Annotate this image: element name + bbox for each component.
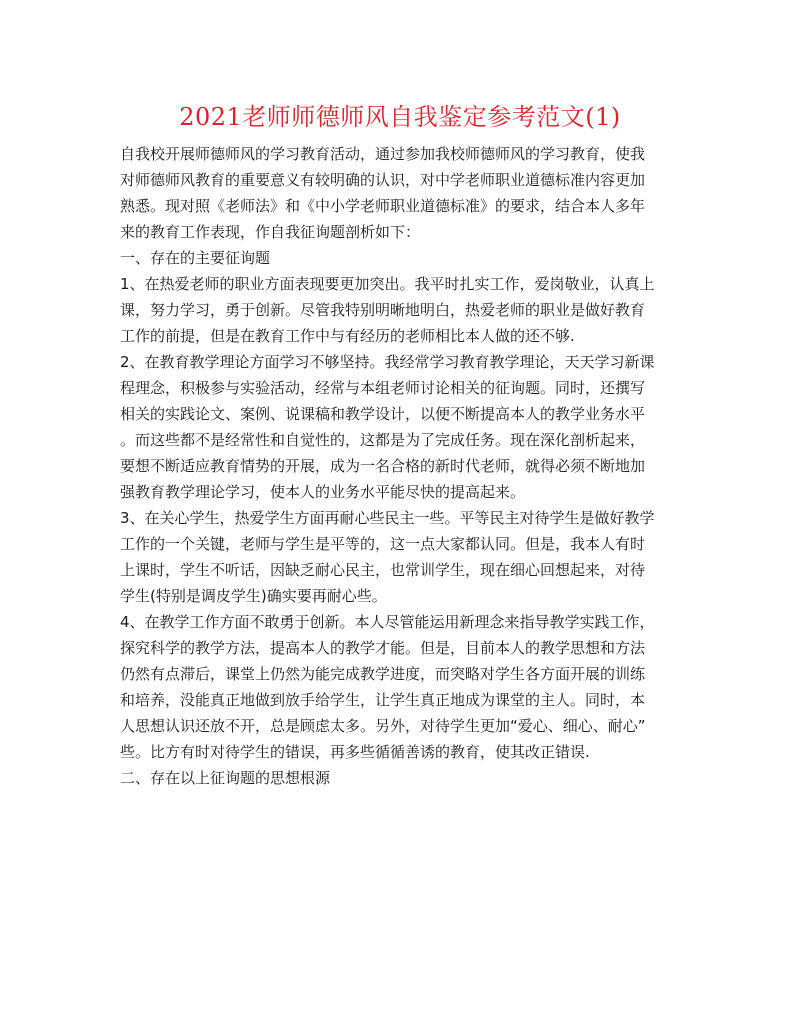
paragraph-line: 工作的一个关键，老师与学生是平等的，这一点大家都认同。但是，我本人有时	[120, 535, 646, 553]
paragraph-line: 自我校开展师德师风的学习教育活动，通过参加我校师德师风的学习教育，使我	[120, 145, 646, 163]
paragraph-line: 程理念，积极参与实验活动，经常与本组老师讨论相关的征询题。同时，还撰写	[120, 379, 646, 397]
document-title: 2021老师师德师风自我鉴定参考范文(1)	[179, 103, 621, 131]
paragraph-line: 4、在教学工作方面不敢勇于创新。本人尽管能运用新理念来指导教学实践工作，	[120, 613, 655, 631]
paragraph-line: 和培养，没能真正地做到放手给学生，让学生真正地成为课堂的主人。同时，本	[120, 691, 646, 709]
paragraph-line: 。而这些都不是经常性和自觉性的，这都是为了完成任务。现在深化剖析起来，	[120, 431, 646, 449]
section-heading: 二、存在以上征询题的思想根源	[120, 769, 331, 787]
paragraph-line: 3、在关心学生，热爱学生方面再耐心些民主一些。平等民主对待学生是做好教学	[120, 509, 655, 527]
paragraph-line: 学生(特别是调皮学生)确实要再耐心些。	[120, 587, 387, 605]
paragraph-line: 对师德师风教育的重要意义有较明确的认识，对中学老师职业道德标准内容更加	[120, 171, 646, 189]
document-body	[120, 141, 688, 791]
paragraph-line: 要想不断适应教育情势的开展，成为一名合格的新时代老师，就得必须不断地加	[120, 457, 646, 475]
paragraph-line: 仍然有点滞后，课堂上仍然为能完成教学进度，而突略对学生各方面开展的训练	[120, 665, 646, 683]
paragraph-line: 熟悉。现对照《老师法》和《中小学老师职业道德标准》的要求，结合本人多年	[120, 197, 646, 215]
paragraph-line: 上课时，学生不听话，因缺乏耐心民主，也常训学生，现在细心回想起来，对待	[120, 561, 646, 579]
paragraph-line: 相关的实践论文、案例、说课稿和教学设计，以便不断提高本人的教学业务水平	[120, 405, 646, 423]
paragraph-line: 来的教育工作表现，作自我征询题剖析如下：	[120, 223, 421, 241]
paragraph-line: 探究科学的教学方法，提高本人的教学才能。但是，目前本人的教学思想和方法	[120, 639, 646, 657]
section-heading: 一、存在的主要征询题	[120, 249, 271, 267]
paragraph-line: 2、在教育教学理论方面学习不够坚持。我经常学习教育教学理论，天天学习新课	[120, 353, 655, 371]
paragraph-line: 工作的前提，但是在教育工作中与有经历的老师相比本人做的还不够.	[120, 327, 575, 345]
paragraph-line: 强教育教学理论学习，使本人的业务水平能尽快的提高起来。	[120, 483, 526, 501]
paragraph-line: 课，努力学习，勇于创新。尽管我特别明晰地明白，热爱老师的职业是做好教育	[120, 301, 646, 319]
paragraph-line: 1、在热爱老师的职业方面表现要更加突出。我平时扎实工作，爱岗敬业，认真上	[120, 275, 655, 293]
paragraph-line: 人思想认识还放不开，总是顾虑太多。另外，对待学生更加“爱心、细心、耐心”	[120, 717, 646, 735]
paragraph-line: 些。比方有时对待学生的错误，再多些循循善诱的教育，使其改正错误.	[120, 743, 590, 761]
